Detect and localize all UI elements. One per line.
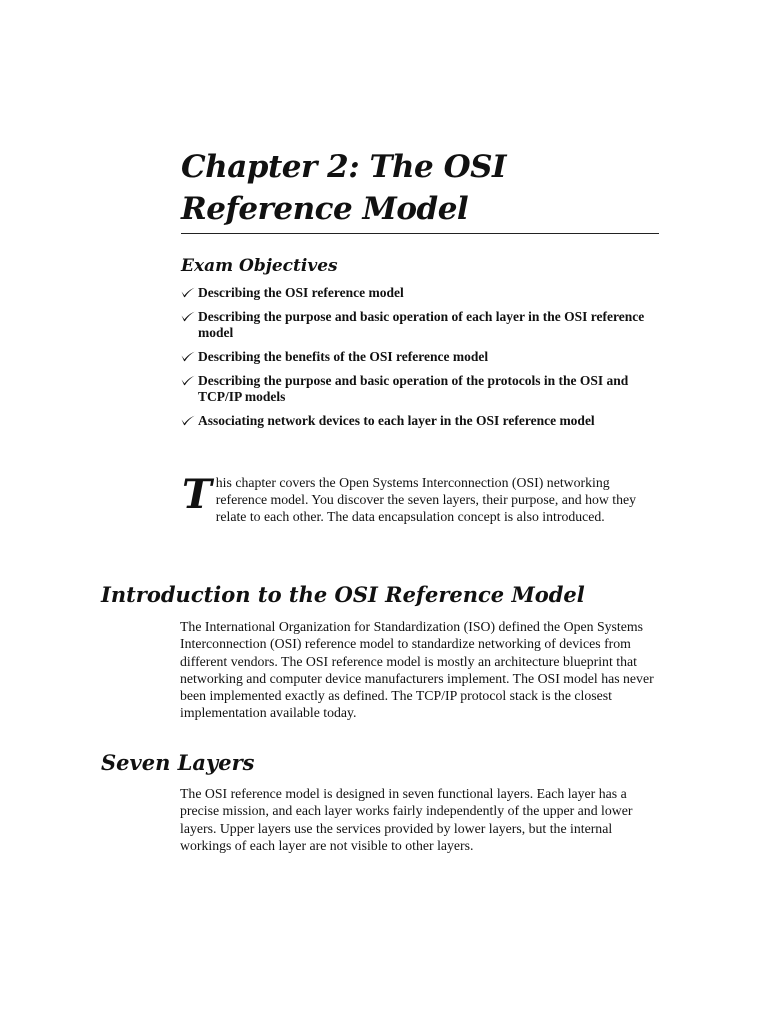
chapter-title	[181, 146, 659, 230]
exam-objectives-list	[181, 285, 659, 437]
objective-item	[181, 285, 659, 301]
drop-cap: T	[182, 471, 212, 518]
chapter-title-line-2: Reference Model	[181, 191, 469, 227]
objective-item	[181, 373, 659, 405]
exam-objectives-heading: Exam Objectives	[181, 256, 338, 276]
section-heading-introduction: Introduction to the OSI Reference Model	[101, 582, 585, 607]
objective-text: Describing the purpose and basic operation of the protocols in the OSI and TCP/IP models	[198, 373, 629, 404]
objective-item	[181, 349, 659, 365]
section-body-introduction: The International Organization for Standardization (ISO) defined the Open Systems Interconnection (OSI) reference model to standardize networking of devices from different vendors. The OSI reference model is mostly an architecture blueprint that networking and computer device manufacturers implement. The OSI model has never been implemented exactly as defined. The TCP/IP protocol stack is the closest implementation available today.	[180, 619, 654, 721]
title-divider	[181, 233, 659, 234]
intro-text: his chapter covers the Open Systems Interconnection (OSI) networking reference model. You discover the seven layers, their purpose, and how they relate to each other. The data encapsulation concept is also introduced.	[215, 475, 637, 524]
section-heading-seven-layers: Seven Layers	[101, 750, 255, 775]
objective-text: Describing the benefits of the OSI reference model	[198, 349, 489, 364]
check-icon	[181, 287, 195, 298]
objective-item	[181, 413, 659, 429]
section-body-seven-layers: The OSI reference model is designed in seven functional layers. Each layer has a precise mission, and each layer works fairly independently of the upper and lower layers. Upper layers use the services provided by lower layers, but the internal workings of each layer are not visible to other layers.	[180, 786, 633, 853]
chapter-intro-paragraph	[180, 471, 660, 525]
check-icon	[181, 311, 195, 322]
objective-item	[181, 309, 659, 341]
objective-text: Associating network devices to each layer in the OSI reference model	[198, 413, 595, 428]
objective-text: Describing the purpose and basic operation of each layer in the OSI reference model	[198, 309, 645, 340]
check-icon	[181, 415, 195, 426]
check-icon	[181, 351, 195, 362]
objective-text: Describing the OSI reference model	[198, 285, 404, 300]
chapter-title-line-1: Chapter 2: The OSI	[181, 149, 506, 185]
check-icon	[181, 375, 195, 386]
